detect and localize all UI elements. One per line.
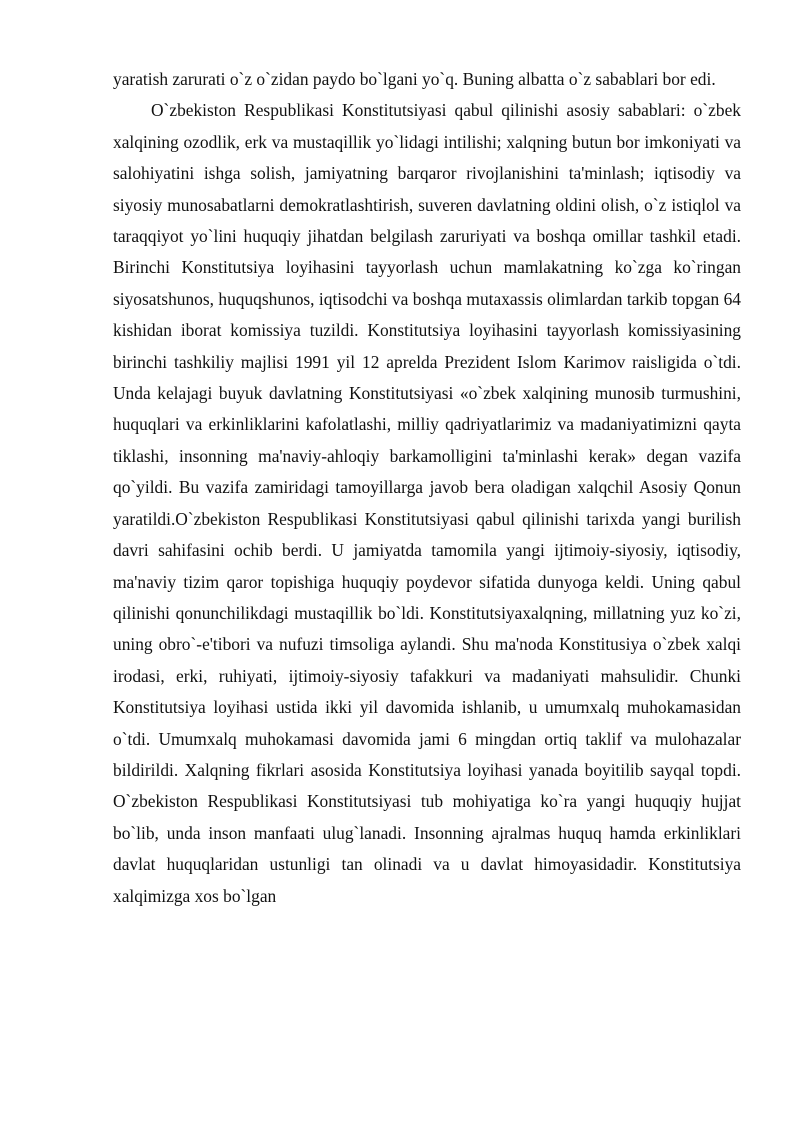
paragraph-continuation: yaratish zarurati o`z o`zidan paydo bo`lgani yo`q. Buning albatta o`z sabablari bor edi. bbox=[113, 69, 716, 89]
paragraph-main: O`zbekiston Respublikasi Konstitutsiyasi qabul qilinishi asosiy sabablari: o`zbek xalqining ozodlik, erk va mustaqillik yo`lidagi intilishi; xalqning butun bor imkoniyati va salohiyatini ishga solish, jamiyatning barqaror rivojlanishini ta'minlash; iqtisodiy va siyosiy munosabatlarni demokratlashtirish, suveren davlatning oldini olish, o`z istiqlol va taraqqiyot yo`lini huquqiy jihatdan belgilash zaruriyati va boshqa omillar tashkil etadi. Birinchi Konstitutsiya loyihasini tayyorlash uchun mamlakatning ko`zga ko`ringan siyosatshunos, huquqshunos, iqtisodchi va boshqa mutaxassis olimlardan tarkib topgan 64 kishidan iborat komissiya tuzildi. Konstitutsiya loyihasini tayyorlash komissiyasining birinchi tashkiliy majlisi 1991 yil 12 aprelda Prezident Islom Karimov raisligida o`tdi. Unda kelajagi buyuk davlatning Konstitutsiyasi «o`zbek xalqining munosib turmushini, huquqlari va erkinliklarini kafolatlashi, milliy qadriyatlarimiz va madaniyatimizni qayta tiklashi, insonning ma'naviy-ahloqiy barkamolligini ta'minlashi kerak» degan vazifa qo`yildi. Bu vazifa zamiridagi tamoyillarga javob bera oladigan xalqchil Asosiy Qonun yaratildi.O`zbekiston Respublikasi Konstitutsiyasi qabul qilinishi tarixda yangi burilish davri sahifasini ochib berdi. U jamiyatda tamomila yangi ijtimoiy-siyosiy, iqtisodiy, ma'naviy tizim qaror topishiga huquqiy poydevor sifatida dunyoga keldi. Uning qabul qilinishi qonunchilikdagi mustaqillik bo`ldi. Konstitutsiyaxalqning, millatning yuz ko`zi, uning obro`-e'tibori va nufuzi timsoliga aylandi. Shu ma'noda Konstitusiya o`zbek xalqi irodasi, erki, ruhiyati, ijtimoiy-siyosiy tafakkuri va madaniyati mahsulidir. Chunki Konstitutsiya loyihasi ustida ikki yil davomida ishlanib, u umumxalq muhokamasidan o`tdi. Umumxalq muhokamasi davomida jami 6 mingdan ortiq taklif va mulohazalar bildirildi. Xalqning fikrlari asosida Konstitutsiya loyihasi yanada boyitilib sayqal topdi. O`zbekiston Respublikasi Konstitutsiyasi tub mohiyatiga ko`ra yangi huquqiy hujjat bo`lib, unda inson manfaati ulug`lanadi. Insonning ajralmas huquq hamda erkinliklari davlat huquqlaridan ustunligi tan olinadi va u davlat himoyasidadir. Konstitutsiya xalqimizga xos bo`lgan bbox=[113, 100, 741, 906]
body-text bbox=[113, 64, 741, 912]
